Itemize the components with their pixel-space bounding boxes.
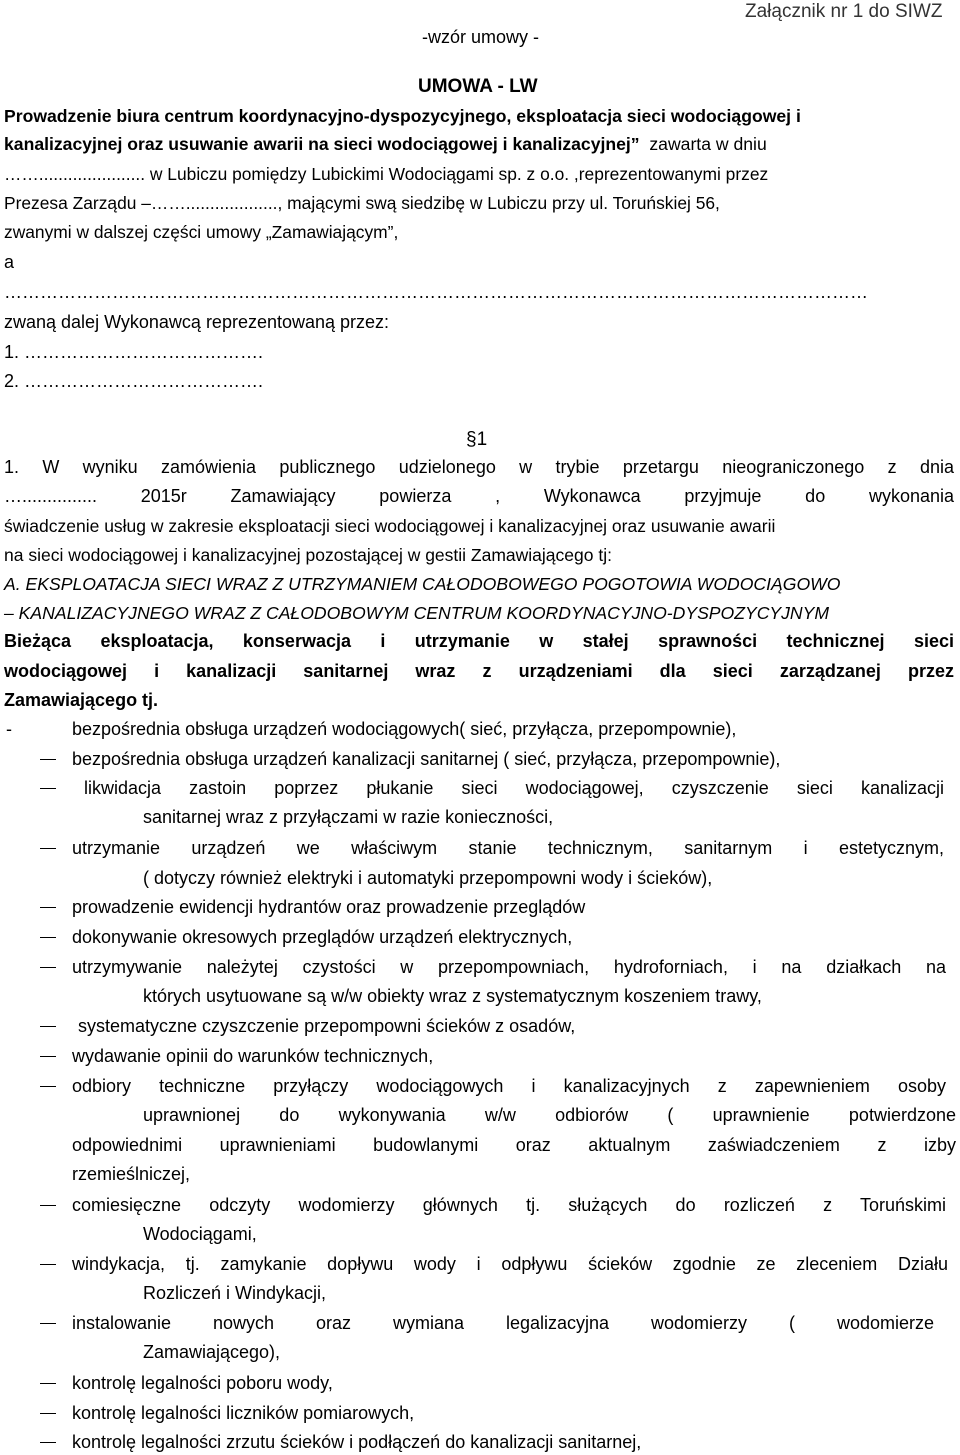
intro-line-6: a xyxy=(4,252,15,272)
list-item: kontrolę legalności poboru wody, xyxy=(72,1373,333,1393)
list-item: bezpośrednia obsługa urządzeń wodociągowych( sieć, przyłącza, przepompownie), xyxy=(72,719,737,739)
list-item: kontrolę legalności zrzutu ścieków i podłączeń do kanalizacji sanitarnej, xyxy=(72,1432,642,1452)
list-item: instalowanie nowych oraz wymiana legalizacyjna wodomierzy ( wodomierze xyxy=(72,1313,934,1333)
bold-para-line-3: Zamawiającego tj. xyxy=(4,690,159,710)
attachment-label: Załącznik nr 1 do SIWZ xyxy=(745,1,943,22)
list-bullet xyxy=(40,1264,56,1265)
document-title: UMOWA - LW xyxy=(418,76,538,97)
intro-line-4: Prezesa Zarządu –……..................., mającymi swą siedzibę w Lubiczu przy ul. Toruńskiej 56, xyxy=(4,193,720,213)
para1-line-1: 1. W wyniku zamówienia publicznego udzielonego w trybie przetargu nieograniczonego z dnia xyxy=(4,457,954,477)
list-item: odbiory techniczne przyłączy wodociągowych i kanalizacyjnych z zapewnieniem osoby xyxy=(72,1076,946,1096)
intro-dated: zawarta w dniu xyxy=(649,134,767,154)
bold-para-line-1: Bieżąca eksploatacja, konserwacja i utrzymanie w stałej sprawności technicznej sieci xyxy=(4,631,954,651)
list-bullet xyxy=(40,1086,56,1087)
para1-line-3: świadczenie usług w zakresie eksploatacji sieci wodociągowej i kanalizacyjnej oraz usuwanie awarii xyxy=(4,516,776,536)
list-item-hyphen-mark: - xyxy=(6,719,12,739)
list-item: systematyczne czyszczenie przepompowni ścieków z osadów, xyxy=(78,1016,576,1036)
list-bullet xyxy=(40,907,56,908)
list-bullet xyxy=(40,788,56,789)
list-item-continuation: których usytuowane są w/w obiekty wraz z systematycznym koszeniem trawy, xyxy=(143,986,762,1006)
list-item: bezpośrednia obsługa urządzeń kanalizacji sanitarnej ( sieć, przyłącza, przepompownie), xyxy=(72,749,781,769)
list-item-continuation: Wodociągami, xyxy=(143,1224,257,1244)
list-bullet xyxy=(40,1056,56,1057)
intro-subject-bold: kanalizacyjnej oraz usuwanie awarii na sieci wodociągowej i kanalizacyjnej” xyxy=(4,134,640,154)
para1-line-4: na sieci wodociągowej i kanalizacyjnej pozostającej w gestii Zamawiającego tj: xyxy=(4,545,612,565)
list-item-continuation: rzemieślniczej, xyxy=(72,1164,191,1184)
template-label: -wzór umowy - xyxy=(422,27,540,47)
list-bullet xyxy=(40,1413,56,1414)
intro-line-5: zwanymi w dalszej części umowy „Zamawiającym”, xyxy=(4,222,399,242)
list-item: prowadzenie ewidencji hydrantów oraz prowadzenie przeglądów xyxy=(72,897,586,917)
list-item: comiesięczne odczyty wodomierzy głównych tj. służących do rozliczeń z Toruńskimi xyxy=(72,1195,946,1215)
section-a-line-1: A. EKSPLOATACJA SIECI WRAZ Z UTRZYMANIEM CAŁODOBOWEGO POGOTOWIA WODOCIĄGOWO xyxy=(4,574,841,594)
list-item-continuation: Zamawiającego), xyxy=(143,1342,281,1362)
contractor-blank: ……………………………………………………………………………………………………………………………… xyxy=(4,282,868,302)
intro-line-1: Prowadzenie biura centrum koordynacyjno-dyspozycyjnego, eksploatacja sieci wodociągowej i xyxy=(4,106,801,126)
list-bullet xyxy=(40,1205,56,1206)
section-mark: §1 xyxy=(466,429,488,450)
list-item-continuation: sanitarnej wraz z przyłączami w razie konieczności, xyxy=(143,807,554,827)
list-item-continuation: odpowiednimi uprawnieniami budowlanymi oraz aktualnym zaświadczeniem z izby xyxy=(72,1135,956,1155)
list-item: dokonywanie okresowych przeglądów urządzeń elektrycznych, xyxy=(72,927,573,947)
contractor-label: zwaną dalej Wykonawcą reprezentowaną przez: xyxy=(4,312,390,332)
list-bullet xyxy=(40,1323,56,1324)
list-bullet xyxy=(40,759,56,760)
list-item: utrzymywanie należytej czystości w przepompowniach, hydroforniach, i na działkach na xyxy=(72,957,946,977)
list-bullet xyxy=(40,848,56,849)
section-a-line-2: – KANALIZACYJNEGO WRAZ Z CAŁODOBOWYM CENTRUM KOORDYNACYJNO-DYSPOZYCYJNYM xyxy=(4,603,830,623)
list-item: utrzymanie urządzeń we właściwym stanie technicznym, sanitarnym i estetycznym, xyxy=(72,838,944,858)
intro-line-2 xyxy=(4,132,767,156)
representative-1: 1. …………………………………. xyxy=(4,342,264,362)
list-item: wydawanie opinii do warunków technicznych, xyxy=(72,1046,434,1066)
list-item: windykacja, tj. zamykanie dopływu wody i odpływu ścieków zgodnie ze zleceniem Działu xyxy=(72,1254,948,1274)
bold-para-line-2: wodociągowej i kanalizacji sanitarnej wraz z urządzeniami dla sieci zarządzanej przez xyxy=(4,661,954,681)
list-bullet xyxy=(40,1026,56,1027)
list-bullet xyxy=(40,1442,56,1443)
list-bullet xyxy=(40,1383,56,1384)
list-bullet xyxy=(40,937,56,938)
list-item: likwidacja zastoin poprzez płukanie sieci wodociągowej, czyszczenie sieci kanalizacji xyxy=(84,778,944,798)
list-item-continuation: Rozliczeń i Windykacji, xyxy=(143,1283,327,1303)
representative-2: 2. …………………………………. xyxy=(4,371,264,391)
list-item-continuation: uprawnionej do wykonywania w/w odbiorów ( uprawnienie potwierdzone xyxy=(143,1105,956,1125)
list-item: kontrolę legalności liczników pomiarowych, xyxy=(72,1403,415,1423)
list-item-continuation: ( dotyczy również elektryki i automatyki przepompowni wody i ścieków), xyxy=(143,868,713,888)
list-bullet xyxy=(40,967,56,968)
para1-line-2: …............... 2015r Zamawiający powierza , Wykonawca przyjmuje do wykonania xyxy=(4,486,954,506)
intro-line-3: ……...................... w Lubiczu pomiędzy Lubickimi Wodociągami sp. z o.o. ,reprezentowanymi przez xyxy=(4,164,769,184)
